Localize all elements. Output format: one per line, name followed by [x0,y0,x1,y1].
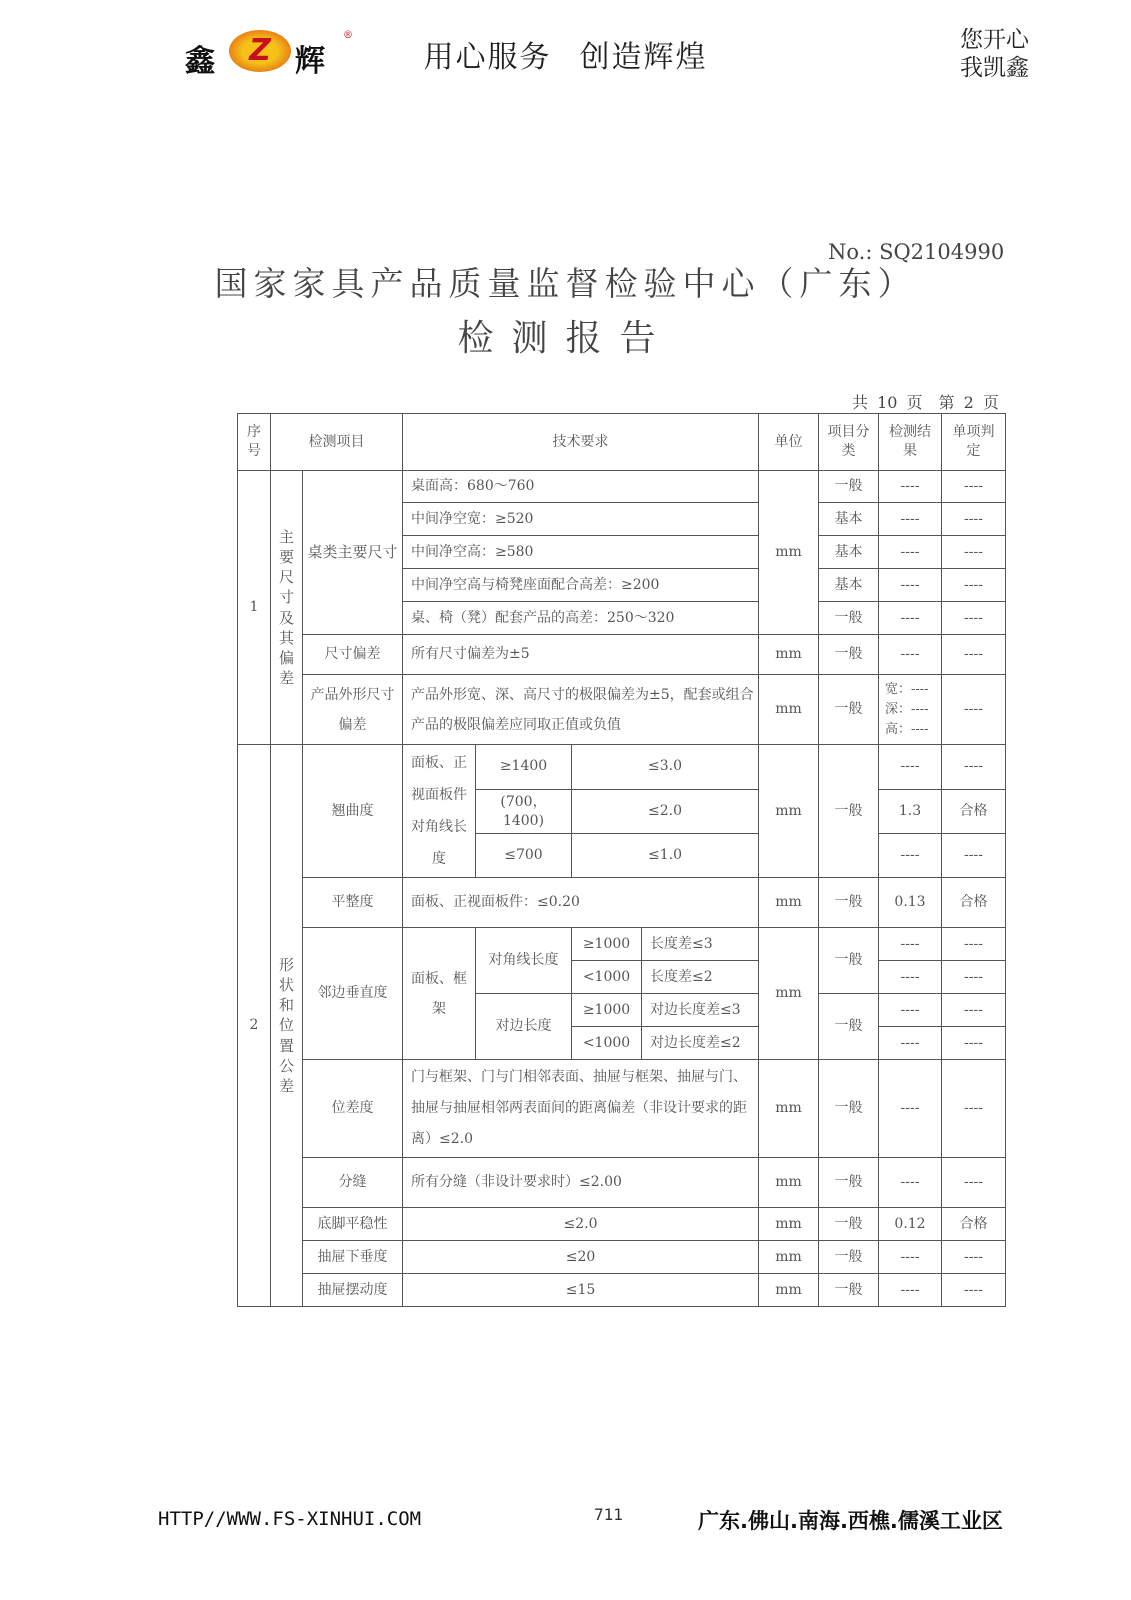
item-perpendicularity: 邻边垂直度 [303,928,403,1060]
req-foot-stability: ≤2.0 [403,1208,759,1241]
header-item: 检测项目 [271,414,403,471]
cat-cell: 一般 [819,1208,879,1241]
sub-shape-deviation: 产品外形尺寸偏差 [303,675,403,745]
warp-verdict: 合格 [942,789,1006,834]
unit-cell: mm [759,1060,819,1158]
req-shape-deviation: 产品外形宽、深、高尺寸的极限偏差为±5，配套或组合产品的极限偏差应同取正值或负值 [403,675,759,745]
cat-cell: 一般 [819,745,879,878]
result-height: 高：---- [885,721,929,737]
result-cell: ---- [879,569,942,602]
verdict-cell: ---- [942,1027,1006,1060]
item-position-diff: 位差度 [303,1060,403,1158]
group2-seq: 2 [238,745,271,1307]
verdict-cell: ---- [942,471,1006,503]
page-counter: 共 10 页 第 2 页 [852,393,999,412]
warp-limit-1: ≤3.0 [572,745,759,790]
table-header-row [238,414,1006,471]
sub-main-dims: 桌类主要尺寸 [303,471,403,635]
header-motto [960,26,1029,82]
registered-mark: ® [343,30,353,41]
item-drawer-swing: 抽屉摆动度 [303,1274,403,1307]
item-drawer-sag: 抽屉下垂度 [303,1241,403,1274]
cat-cell: 一般 [819,1060,879,1158]
motto-line-1: 您开心 [960,27,1029,53]
unit-cell: mm [759,675,819,745]
verdict-cell: ---- [942,635,1006,675]
verdict-cell: ---- [942,569,1006,602]
verdict-cell: ---- [942,675,1006,745]
cat-cell: 一般 [819,1158,879,1208]
verdict-cell: ---- [942,503,1006,536]
table-row [238,471,1006,503]
footer-address: 广东.佛山.南海.西樵.儒溪工业区 [698,1509,1003,1533]
result-cell: ---- [879,471,942,503]
unit-cell: mm [759,471,819,635]
cat-cell: 一般 [819,602,879,635]
verdict-cell: ---- [942,745,1006,790]
result-cell: ---- [879,745,942,790]
perp-len-4: <1000 [572,1027,642,1060]
verdict-cell: ---- [942,1158,1006,1208]
req-gap: 所有分缝（非设计要求时）≤2.00 [403,1158,759,1208]
verdict-cell: ---- [942,928,1006,961]
verdict-cell: ---- [942,1274,1006,1307]
req-drawer-swing: ≤15 [403,1274,759,1307]
cat-cell: 基本 [819,503,879,536]
motto-line-2: 我凯鑫 [960,55,1029,81]
perp-diagonal: 对角线长度 [476,928,572,994]
unit-cell: mm [759,745,819,878]
result-cell: ---- [879,1060,942,1158]
warp-limit-3: ≤1.0 [572,834,759,878]
table-row [238,675,1006,745]
group2-name: 形状和位置公差 [271,745,303,1307]
table-row [238,745,1006,790]
verdict-cell: ---- [942,834,1006,878]
warp-part: 面板、正视面板件对角线长度 [403,745,476,878]
item-flatness: 平整度 [303,878,403,928]
cat-cell: 一般 [819,1241,879,1274]
footer-url: HTTP//WWW.FS-XINHUI.COM [158,1508,422,1530]
cat-cell: 一般 [819,928,879,994]
warp-len-3: ≤700 [476,834,572,878]
perp-limit-1: 长度差≤3 [642,928,759,961]
cat-cell: 一般 [819,635,879,675]
req-clear-width: 中间净空宽：≥520 [403,503,759,536]
result-cell: ---- [879,994,942,1027]
verdict-cell: ---- [942,961,1006,994]
verdict-cell: ---- [942,1060,1006,1158]
table-row [238,928,1006,961]
result-cell: ---- [879,834,942,878]
logo-emblem-letter: Z [249,33,271,68]
req-dim-deviation: 所有尺寸偏差为±5 [403,635,759,675]
group1-seq: 1 [238,471,271,745]
req-desk-height: 桌面高：680～760 [403,471,759,503]
table-row [238,878,1006,928]
unit-cell: mm [759,928,819,1060]
logo-char-left: 鑫 [185,44,215,79]
warp-len-1: ≥1400 [476,745,572,790]
perp-opposite: 对边长度 [476,994,572,1060]
flatness-result: 0.13 [879,878,942,928]
perp-part: 面板、框架 [403,928,476,1060]
foot-result: 0.12 [879,1208,942,1241]
perp-len-2: <1000 [572,961,642,994]
result-cell: ---- [879,602,942,635]
result-cell: ---- [879,1158,942,1208]
slogan-part-2: 创造辉煌 [579,40,708,75]
result-cell: ---- [879,1027,942,1060]
cat-cell: 一般 [819,471,879,503]
warp-len-2: (700，1400) [476,789,572,834]
perp-limit-2: 长度差≤2 [642,961,759,994]
table-row [238,635,1006,675]
item-warp: 翘曲度 [303,745,403,878]
table-row [238,1060,1006,1158]
cat-cell: 基本 [819,569,879,602]
report-number: No.: SQ2104990 [828,240,1005,264]
logo-char-right: 辉 [295,44,325,79]
req-drawer-sag: ≤20 [403,1241,759,1274]
unit-cell: mm [759,1274,819,1307]
shape-results [879,675,942,745]
result-cell: ---- [879,928,942,961]
cat-cell: 一般 [819,878,879,928]
header-result: 检测结果 [879,414,942,471]
verdict-cell: ---- [942,1241,1006,1274]
group1-name: 主要尺寸及其偏差 [271,471,303,745]
header-seq: 序号 [238,414,271,471]
unit-cell: mm [759,878,819,928]
header-unit: 单位 [759,414,819,471]
req-height-diff: 中间净空高与椅凳座面配合高差：≥200 [403,569,759,602]
unit-cell: mm [759,1241,819,1274]
verdict-cell: ---- [942,602,1006,635]
result-cell: ---- [879,1241,942,1274]
warp-result: 1.3 [879,789,942,834]
result-cell: ---- [879,536,942,569]
table-row [238,1241,1006,1274]
warp-limit-2: ≤2.0 [572,789,759,834]
cat-cell: 基本 [819,536,879,569]
header-req: 技术要求 [403,414,759,471]
flatness-verdict: 合格 [942,878,1006,928]
item-gap: 分缝 [303,1158,403,1208]
slogan-part-1: 用心服务 [423,40,552,75]
req-position-diff: 门与框架、门与门相邻表面、抽屉与框架、抽屉与门、抽屉与抽屉相邻两表面间的距离偏差（非设计要求的距离）≤2.0 [403,1060,759,1158]
table-row [238,1274,1006,1307]
cat-cell: 一般 [819,675,879,745]
req-clear-height: 中间净空高：≥580 [403,536,759,569]
cat-cell: 一般 [819,994,879,1060]
perp-limit-4: 对边长度差≤2 [642,1027,759,1060]
result-cell: ---- [879,961,942,994]
foot-verdict: 合格 [942,1208,1006,1241]
verdict-cell: ---- [942,994,1006,1027]
result-cell: ---- [879,503,942,536]
result-width: 宽：---- [885,681,929,697]
unit-cell: mm [759,635,819,675]
header-cat: 项目分类 [819,414,879,471]
report-subtitle: 检测报告 [457,318,674,359]
report-title: 国家家具产品质量监督检验中心（广东） [214,264,917,303]
table-row [238,1158,1006,1208]
footer-page-number: 711 [594,1505,623,1524]
result-depth: 深：---- [885,701,929,717]
perp-len-1: ≥1000 [572,928,642,961]
result-cell: ---- [879,635,942,675]
sub-dim-deviation: 尺寸偏差 [303,635,403,675]
perp-limit-3: 对边长度差≤3 [642,994,759,1027]
inspection-table [237,413,1006,1307]
unit-cell: mm [759,1158,819,1208]
verdict-cell: ---- [942,536,1006,569]
cat-cell: 一般 [819,1274,879,1307]
result-cell: ---- [879,1274,942,1307]
unit-cell: mm [759,1208,819,1241]
table-row [238,1208,1006,1241]
header-verdict: 单项判定 [942,414,1006,471]
item-foot-stability: 底脚平稳性 [303,1208,403,1241]
perp-len-3: ≥1000 [572,994,642,1027]
req-set-height: 桌、椅（凳）配套产品的高差：250～320 [403,602,759,635]
req-flatness: 面板、正视面板件：≤0.20 [403,878,759,928]
